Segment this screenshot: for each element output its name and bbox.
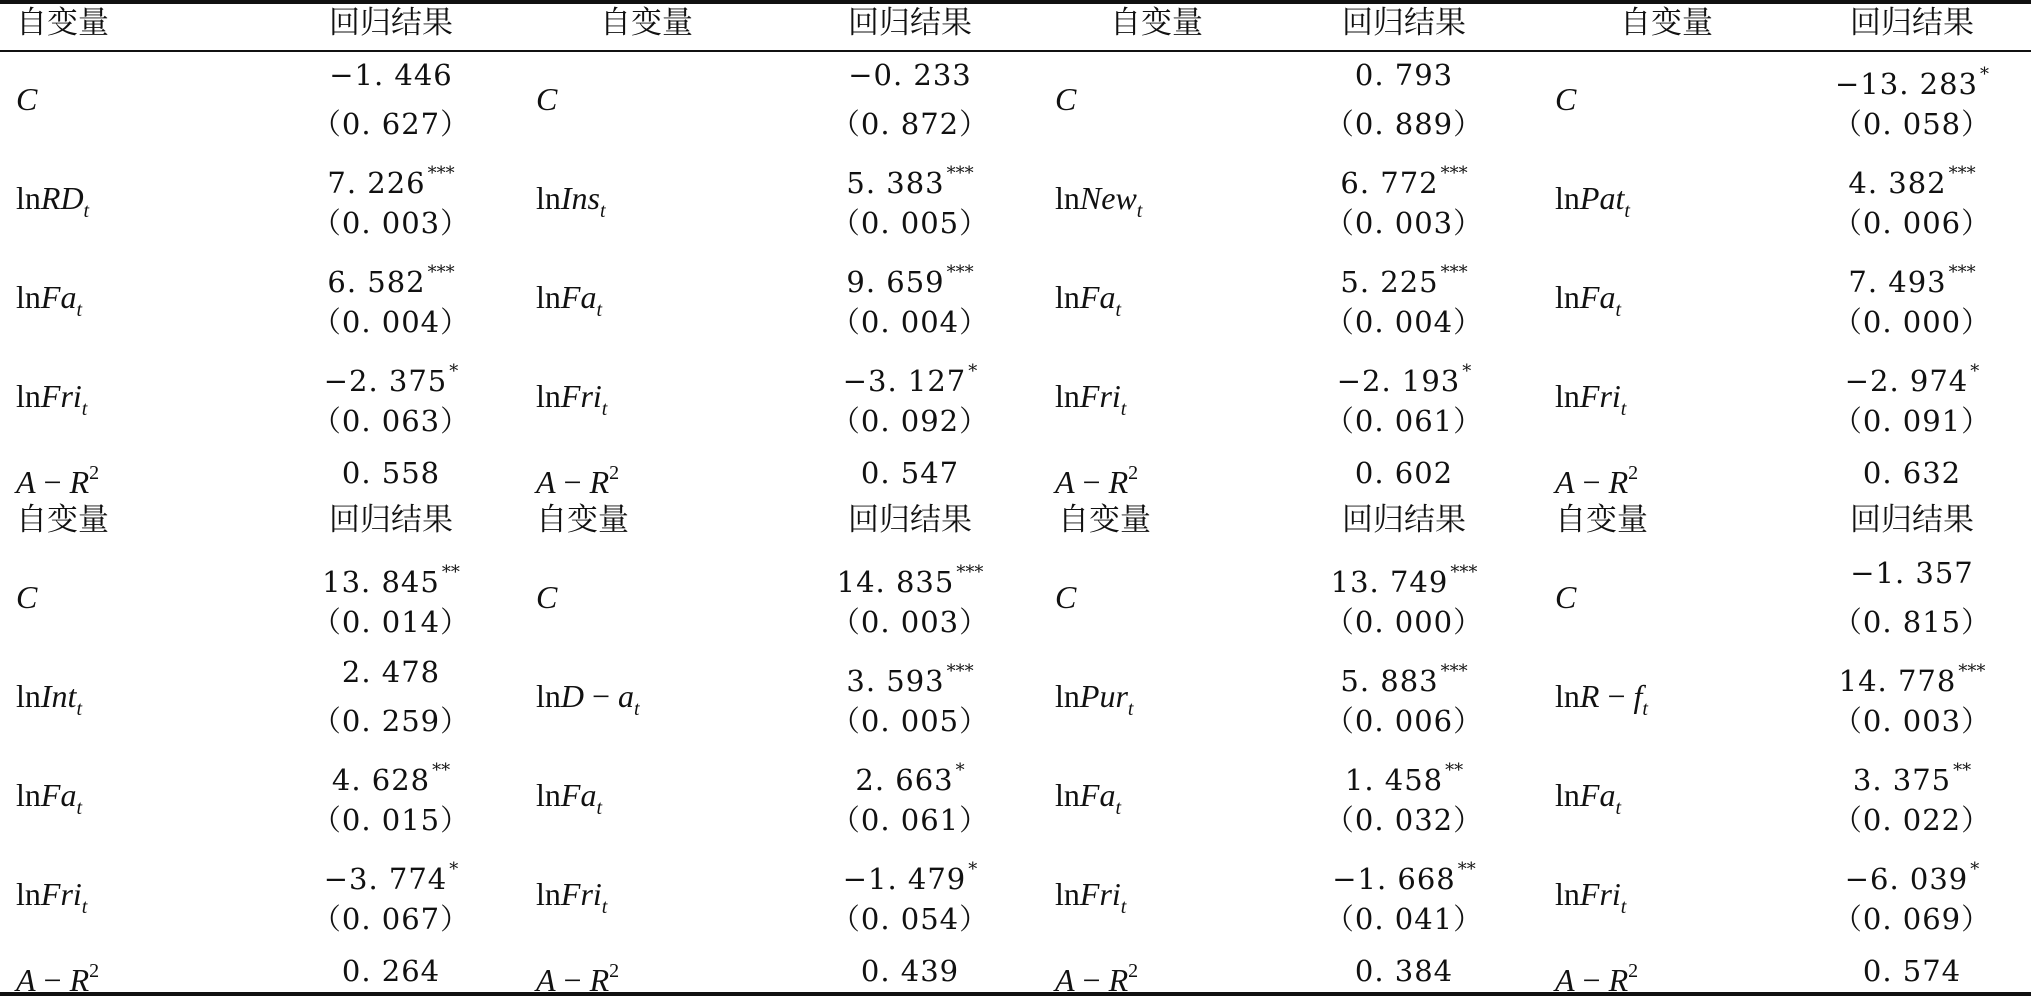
coefficient: 6. 772 *** xyxy=(1340,163,1468,200)
header-variable: 自变量 xyxy=(600,5,693,41)
variable-name: lnFa$_t$ xyxy=(1555,777,1621,819)
standard-error: （0. 872） xyxy=(830,107,990,141)
significance-stars: * xyxy=(1970,859,1980,880)
significance-stars: *** xyxy=(1440,163,1468,184)
significance-stars: *** xyxy=(1958,661,1986,682)
table-header-rule xyxy=(0,50,2031,52)
coefficient: 2. 478 xyxy=(341,655,441,689)
significance-stars: *** xyxy=(946,262,974,283)
coefficient: −2. 974 * xyxy=(1844,361,1980,398)
significance-stars: ** xyxy=(1445,760,1464,781)
significance-stars: *** xyxy=(956,562,984,583)
table-top-rule xyxy=(0,0,2031,4)
variable-name: lnFa$_t$ xyxy=(536,777,602,819)
standard-error: （0. 015） xyxy=(311,803,471,837)
standard-error: （0. 004） xyxy=(830,305,990,339)
header-variable: 自变量 xyxy=(1620,5,1713,41)
variable-adj-r2: $A - R^2$ xyxy=(536,462,620,500)
standard-error: （0. 058） xyxy=(1832,107,1992,141)
header-result: 回归结果 xyxy=(329,5,453,41)
coefficient: 14. 835 *** xyxy=(836,562,984,599)
variable-name: lnInt$_t$ xyxy=(16,678,82,720)
coefficient: 7. 493 *** xyxy=(1848,262,1976,299)
variable-adj-r2: $A - R^2$ xyxy=(536,960,620,998)
variable-name: lnFri$_t$ xyxy=(16,876,88,918)
coefficient: 13. 845 ** xyxy=(322,562,460,599)
header-result: 回归结果 xyxy=(329,502,453,538)
coefficient: 13. 749 *** xyxy=(1330,562,1478,599)
standard-error: （0. 004） xyxy=(311,305,471,339)
header-result: 回归结果 xyxy=(1850,502,1974,538)
significance-stars: ** xyxy=(1457,859,1476,880)
variable-name: lnPat$_t$ xyxy=(1555,180,1630,222)
standard-error: （0. 032） xyxy=(1324,803,1484,837)
coefficient: 6. 582 *** xyxy=(327,262,455,299)
header-variable: 自变量 xyxy=(1110,5,1203,41)
variable-name: lnFri$_t$ xyxy=(1055,876,1127,918)
variable-name: lnFri$_t$ xyxy=(536,378,608,420)
header-variable: 自变量 xyxy=(16,5,109,41)
coefficient: 1. 458 ** xyxy=(1344,760,1464,797)
variable-name: lnFa$_t$ xyxy=(1555,279,1621,321)
header-result: 回归结果 xyxy=(848,502,972,538)
coefficient: −1. 479 * xyxy=(842,859,978,896)
header-result: 回归结果 xyxy=(1342,502,1466,538)
standard-error: （0. 003） xyxy=(1832,704,1992,738)
header-variable: 自变量 xyxy=(16,502,109,538)
adj-r2-value: 0. 632 xyxy=(1862,456,1962,490)
coefficient: −1. 668 ** xyxy=(1332,859,1476,896)
significance-stars: *** xyxy=(427,262,455,283)
adj-r2-value: 0. 602 xyxy=(1354,456,1454,490)
variable-adj-r2: $A - R^2$ xyxy=(16,960,100,998)
standard-error: （0. 815） xyxy=(1832,605,1992,639)
coefficient: 4. 382 *** xyxy=(1848,163,1976,200)
coefficient: −3. 127 * xyxy=(842,361,978,398)
coefficient: −1. 446 xyxy=(329,58,453,92)
standard-error: （0. 069） xyxy=(1832,902,1992,936)
coefficient: −1. 357 xyxy=(1850,556,1974,590)
variable-adj-r2: $A - R^2$ xyxy=(1555,960,1639,998)
variable-name: lnFri$_t$ xyxy=(1555,876,1627,918)
adj-r2-value: 0. 558 xyxy=(341,456,441,490)
significance-stars: *** xyxy=(1440,262,1468,283)
variable-name: lnFa$_t$ xyxy=(16,777,82,819)
coefficient: 5. 383 *** xyxy=(846,163,974,200)
significance-stars: * xyxy=(1980,64,1989,85)
standard-error: （0. 092） xyxy=(830,404,990,438)
significance-stars: *** xyxy=(427,163,455,184)
coefficient: 5. 883 *** xyxy=(1340,661,1468,698)
variable-name: lnNew$_t$ xyxy=(1055,180,1143,222)
coefficient: −2. 193 * xyxy=(1336,361,1472,398)
coefficient: 3. 593 *** xyxy=(846,661,974,698)
variable-name: lnPur$_t$ xyxy=(1055,678,1134,720)
variable-c: C xyxy=(1055,579,1077,615)
variable-c: C xyxy=(1555,81,1577,117)
variable-name: lnIns$_t$ xyxy=(536,180,606,222)
coefficient: 2. 663 * xyxy=(855,760,965,797)
significance-stars: * xyxy=(449,859,459,880)
variable-name: lnFri$_t$ xyxy=(16,378,88,420)
standard-error: （0. 003） xyxy=(830,605,990,639)
variable-adj-r2: $A - R^2$ xyxy=(16,462,100,500)
significance-stars: *** xyxy=(1948,262,1976,283)
adj-r2-value: 0. 384 xyxy=(1354,954,1454,988)
significance-stars: *** xyxy=(1440,661,1468,682)
variable-name: lnFri$_t$ xyxy=(1055,378,1127,420)
variable-c: C xyxy=(16,81,38,117)
adj-r2-value: 0. 547 xyxy=(860,456,960,490)
variable-name: lnFri$_t$ xyxy=(1555,378,1627,420)
coefficient: −0. 233 xyxy=(848,58,972,92)
significance-stars: ** xyxy=(1953,760,1972,781)
variable-name: lnRD$_t$ xyxy=(16,180,90,222)
standard-error: （0. 003） xyxy=(311,206,471,240)
variable-name: lnFri$_t$ xyxy=(536,876,608,918)
coefficient: −2. 375 * xyxy=(323,361,459,398)
standard-error: （0. 000） xyxy=(1324,605,1484,639)
coefficient: 9. 659 *** xyxy=(846,262,974,299)
adj-r2-value: 0. 264 xyxy=(341,954,441,988)
significance-stars: * xyxy=(968,859,978,880)
variable-adj-r2: $A - R^2$ xyxy=(1055,462,1139,500)
variable-c: C xyxy=(536,81,558,117)
significance-stars: * xyxy=(955,760,965,781)
standard-error: （0. 041） xyxy=(1324,902,1484,936)
standard-error: （0. 063） xyxy=(311,404,471,438)
variable-c: C xyxy=(1055,81,1077,117)
standard-error: （0. 889） xyxy=(1324,107,1484,141)
adj-r2-value: 0. 439 xyxy=(860,954,960,988)
header-result: 回归结果 xyxy=(1342,5,1466,41)
variable-adj-r2: $A - R^2$ xyxy=(1555,462,1639,500)
standard-error: （0. 054） xyxy=(830,902,990,936)
standard-error: （0. 006） xyxy=(1832,206,1992,240)
header-result: 回归结果 xyxy=(1850,5,1974,41)
significance-stars: *** xyxy=(946,163,974,184)
table-bottom-rule xyxy=(0,992,2031,996)
standard-error: （0. 061） xyxy=(1324,404,1484,438)
variable-name: $\ln D - a_t$ xyxy=(536,678,640,720)
standard-error: （0. 006） xyxy=(1324,704,1484,738)
significance-stars: ** xyxy=(432,760,451,781)
header-variable: 自变量 xyxy=(1058,502,1151,538)
standard-error: （0. 004） xyxy=(1324,305,1484,339)
variable-c: C xyxy=(536,579,558,615)
significance-stars: *** xyxy=(1450,562,1478,583)
significance-stars: * xyxy=(1462,361,1472,382)
header-result: 回归结果 xyxy=(848,5,972,41)
significance-stars: * xyxy=(1970,361,1980,382)
variable-name: lnFa$_t$ xyxy=(16,279,82,321)
significance-stars: ** xyxy=(441,562,460,583)
standard-error: （0. 067） xyxy=(311,902,471,936)
coefficient: −13. 283 * xyxy=(1835,64,1989,101)
coefficient: 3. 375 ** xyxy=(1852,760,1972,797)
variable-c: C xyxy=(1555,579,1577,615)
variable-name: lnFa$_t$ xyxy=(536,279,602,321)
variable-c: C xyxy=(16,579,38,615)
standard-error: （0. 091） xyxy=(1832,404,1992,438)
variable-name: lnFa$_t$ xyxy=(1055,279,1121,321)
standard-error: （0. 005） xyxy=(830,704,990,738)
standard-error: （0. 014） xyxy=(311,605,471,639)
coefficient: 5. 225 *** xyxy=(1340,262,1468,299)
header-variable: 自变量 xyxy=(1555,502,1648,538)
coefficient: 0. 793 xyxy=(1354,58,1454,92)
significance-stars: *** xyxy=(1948,163,1976,184)
variable-adj-r2: $A - R^2$ xyxy=(1055,960,1139,998)
coefficient: 7. 226 *** xyxy=(327,163,455,200)
variable-name: $\ln R - f_t$ xyxy=(1555,678,1648,720)
standard-error: （0. 022） xyxy=(1832,803,1992,837)
header-variable: 自变量 xyxy=(536,502,629,538)
significance-stars: * xyxy=(968,361,978,382)
coefficient: −3. 774 * xyxy=(323,859,459,896)
standard-error: （0. 005） xyxy=(830,206,990,240)
standard-error: （0. 627） xyxy=(311,107,471,141)
standard-error: （0. 000） xyxy=(1832,305,1992,339)
coefficient: 4. 628 ** xyxy=(331,760,451,797)
significance-stars: * xyxy=(449,361,459,382)
coefficient: 14. 778 *** xyxy=(1838,661,1986,698)
adj-r2-value: 0. 574 xyxy=(1862,954,1962,988)
significance-stars: *** xyxy=(946,661,974,682)
coefficient: −6. 039 * xyxy=(1844,859,1980,896)
standard-error: （0. 003） xyxy=(1324,206,1484,240)
variable-name: lnFa$_t$ xyxy=(1055,777,1121,819)
standard-error: （0. 061） xyxy=(830,803,990,837)
standard-error: （0. 259） xyxy=(311,704,471,738)
